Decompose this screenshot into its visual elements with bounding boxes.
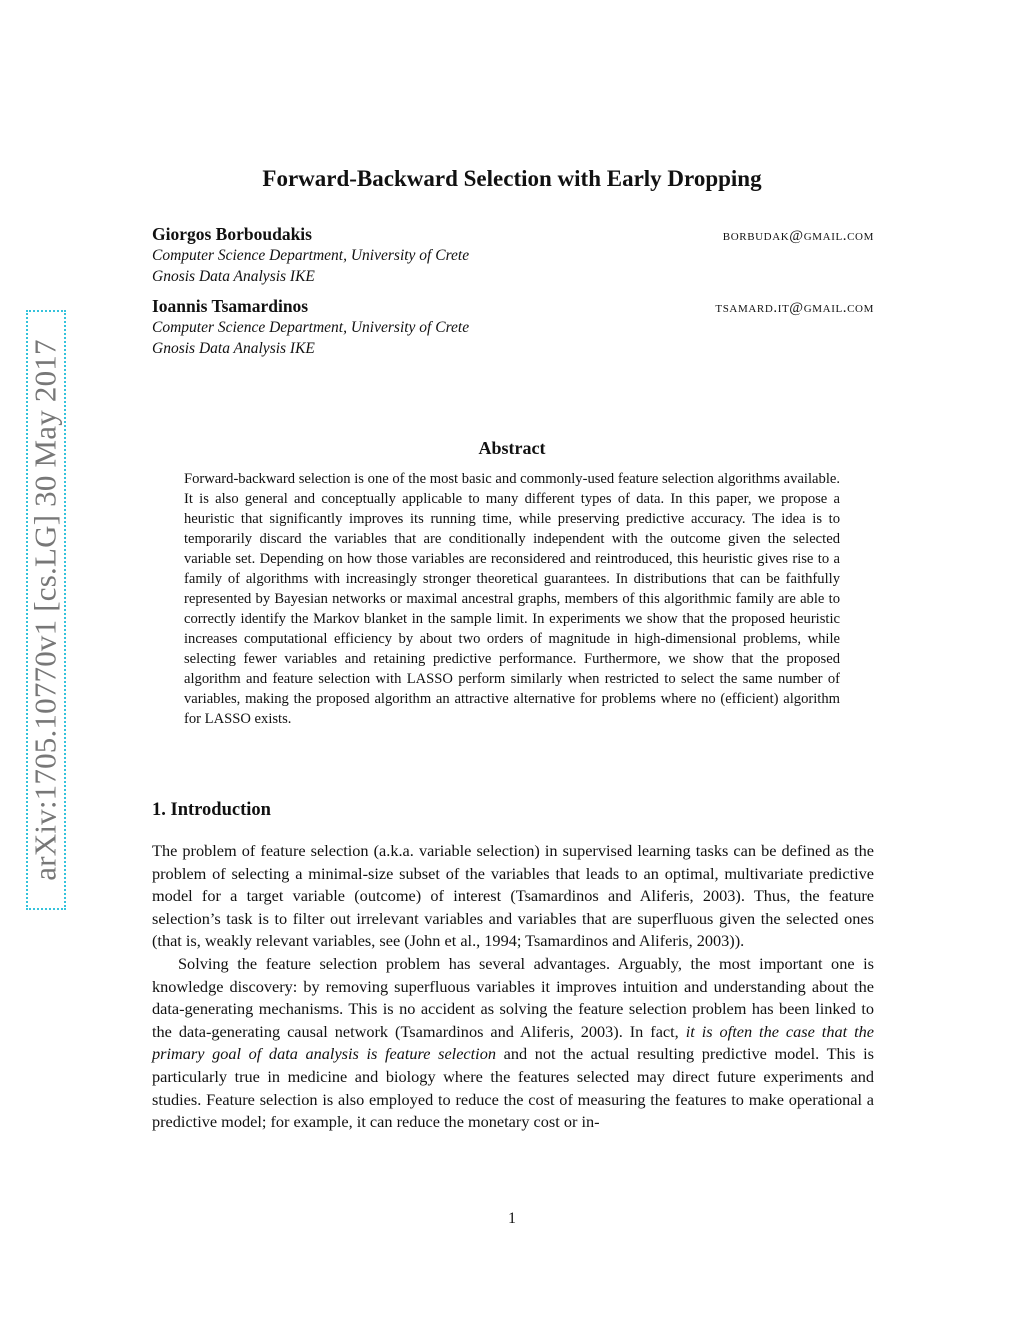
abstract-text: Forward-backward selection is one of the most basic and commonly-used feature selection algorithms available. It is also general and conceptually applicable to many different types of data. In this paper, we propose a heuristic that significantly improves its running time, while preserving predictive accuracy. The idea is to temporarily discard the variables that are conditionally independent with the outcome given the selected variable set. Depending on how those variables are reconsidered and reintroduced, this heuristic gives rise to a family of algorithms with increasingly stronger theoretical guarantees. In distributions that can be faithfully represented by Bayesian networks or maximal ancestral graphs, members of this algorithmic family are able to correctly identify the Markov blanket in the sample limit. In experiments we show that the proposed heuristic increases computational efficiency by about two orders of magnitude in high-dimensional problems, while selecting fewer variables and retaining predictive performance. Furthermore, we show that the proposed algorithm and feature selection with LASSO perform similarly when restricted to select the same number of variables, making the proposed algorithm an attractive alternative for problems where no (efficient) algorithm for LASSO exists.: [184, 471, 840, 727]
author-block-1: [152, 224, 874, 287]
intro-paragraph-2-emphasis: it is often the case that the primary goal of data analysis is feature selection: [152, 1021, 874, 1064]
author-email: borbudak@gmail.com: [722, 228, 874, 244]
author-affiliation: Gnosis Data Analysis IKE: [152, 268, 315, 285]
paper-title: Forward-Backward Selection with Early Dropping: [262, 166, 762, 191]
introduction-body: [152, 840, 874, 1134]
page-number: 1: [508, 1210, 516, 1227]
author-affiliation: Gnosis Data Analysis IKE: [152, 340, 315, 357]
abstract-heading: Abstract: [478, 438, 546, 458]
author-name: Ioannis Tsamardinos: [152, 296, 309, 316]
author-name: Giorgos Borboudakis: [152, 224, 312, 244]
arxiv-identifier-stamp: [26, 310, 66, 910]
section-heading-introduction: 1. Introduction: [152, 800, 271, 820]
author-block-2: [152, 296, 874, 359]
author-affiliation: Computer Science Department, University of Crete: [152, 319, 470, 336]
arxiv-id-text: arXiv:1705.10770v1 [cs.LG] 30 May 2017: [28, 339, 64, 881]
intro-paragraph-2-text-a: Solving the feature selection problem has several advantages. Arguably, the most important one is knowledge discovery: by removing superfluous variables it improves intuition and understanding about the data-generating mechanisms. This is no accident as solving the feature selection problem has been linked to the data-generating causal network (Tsamardinos and Aliferis, 2003). In fact,: [152, 953, 874, 1041]
author-affiliation: Computer Science Department, University of Crete: [152, 247, 470, 264]
intro-paragraph-2-text-b: and not the actual resulting predictive model. This is particularly true in medicine and biology where the features selected may direct future experiments and studies. Feature selection is also employed to reduce the cost of measuring the features to make operational a predictive model; for example, it can reduce the monetary cost or in-: [152, 1044, 874, 1132]
author-email: tsamard.it@gmail.com: [715, 300, 874, 316]
intro-paragraph-1: The problem of feature selection (a.k.a. variable selection) in supervised learning tasks can be defined as the problem of selecting a minimal-size subset of the variables that leads to an optimal, multivariate predictive model for a target variable (outcome) of interest (Tsamardinos and Aliferis, 2003). Thus, the feature selection’s task is to filter out irrelevant variables and variables that are superfluous given the selected ones (that is, weakly relevant variables, see (John et al., 1994; Tsamardinos and Aliferis, 2003)).: [152, 841, 874, 951]
intro-paragraph-2: [152, 953, 874, 1134]
